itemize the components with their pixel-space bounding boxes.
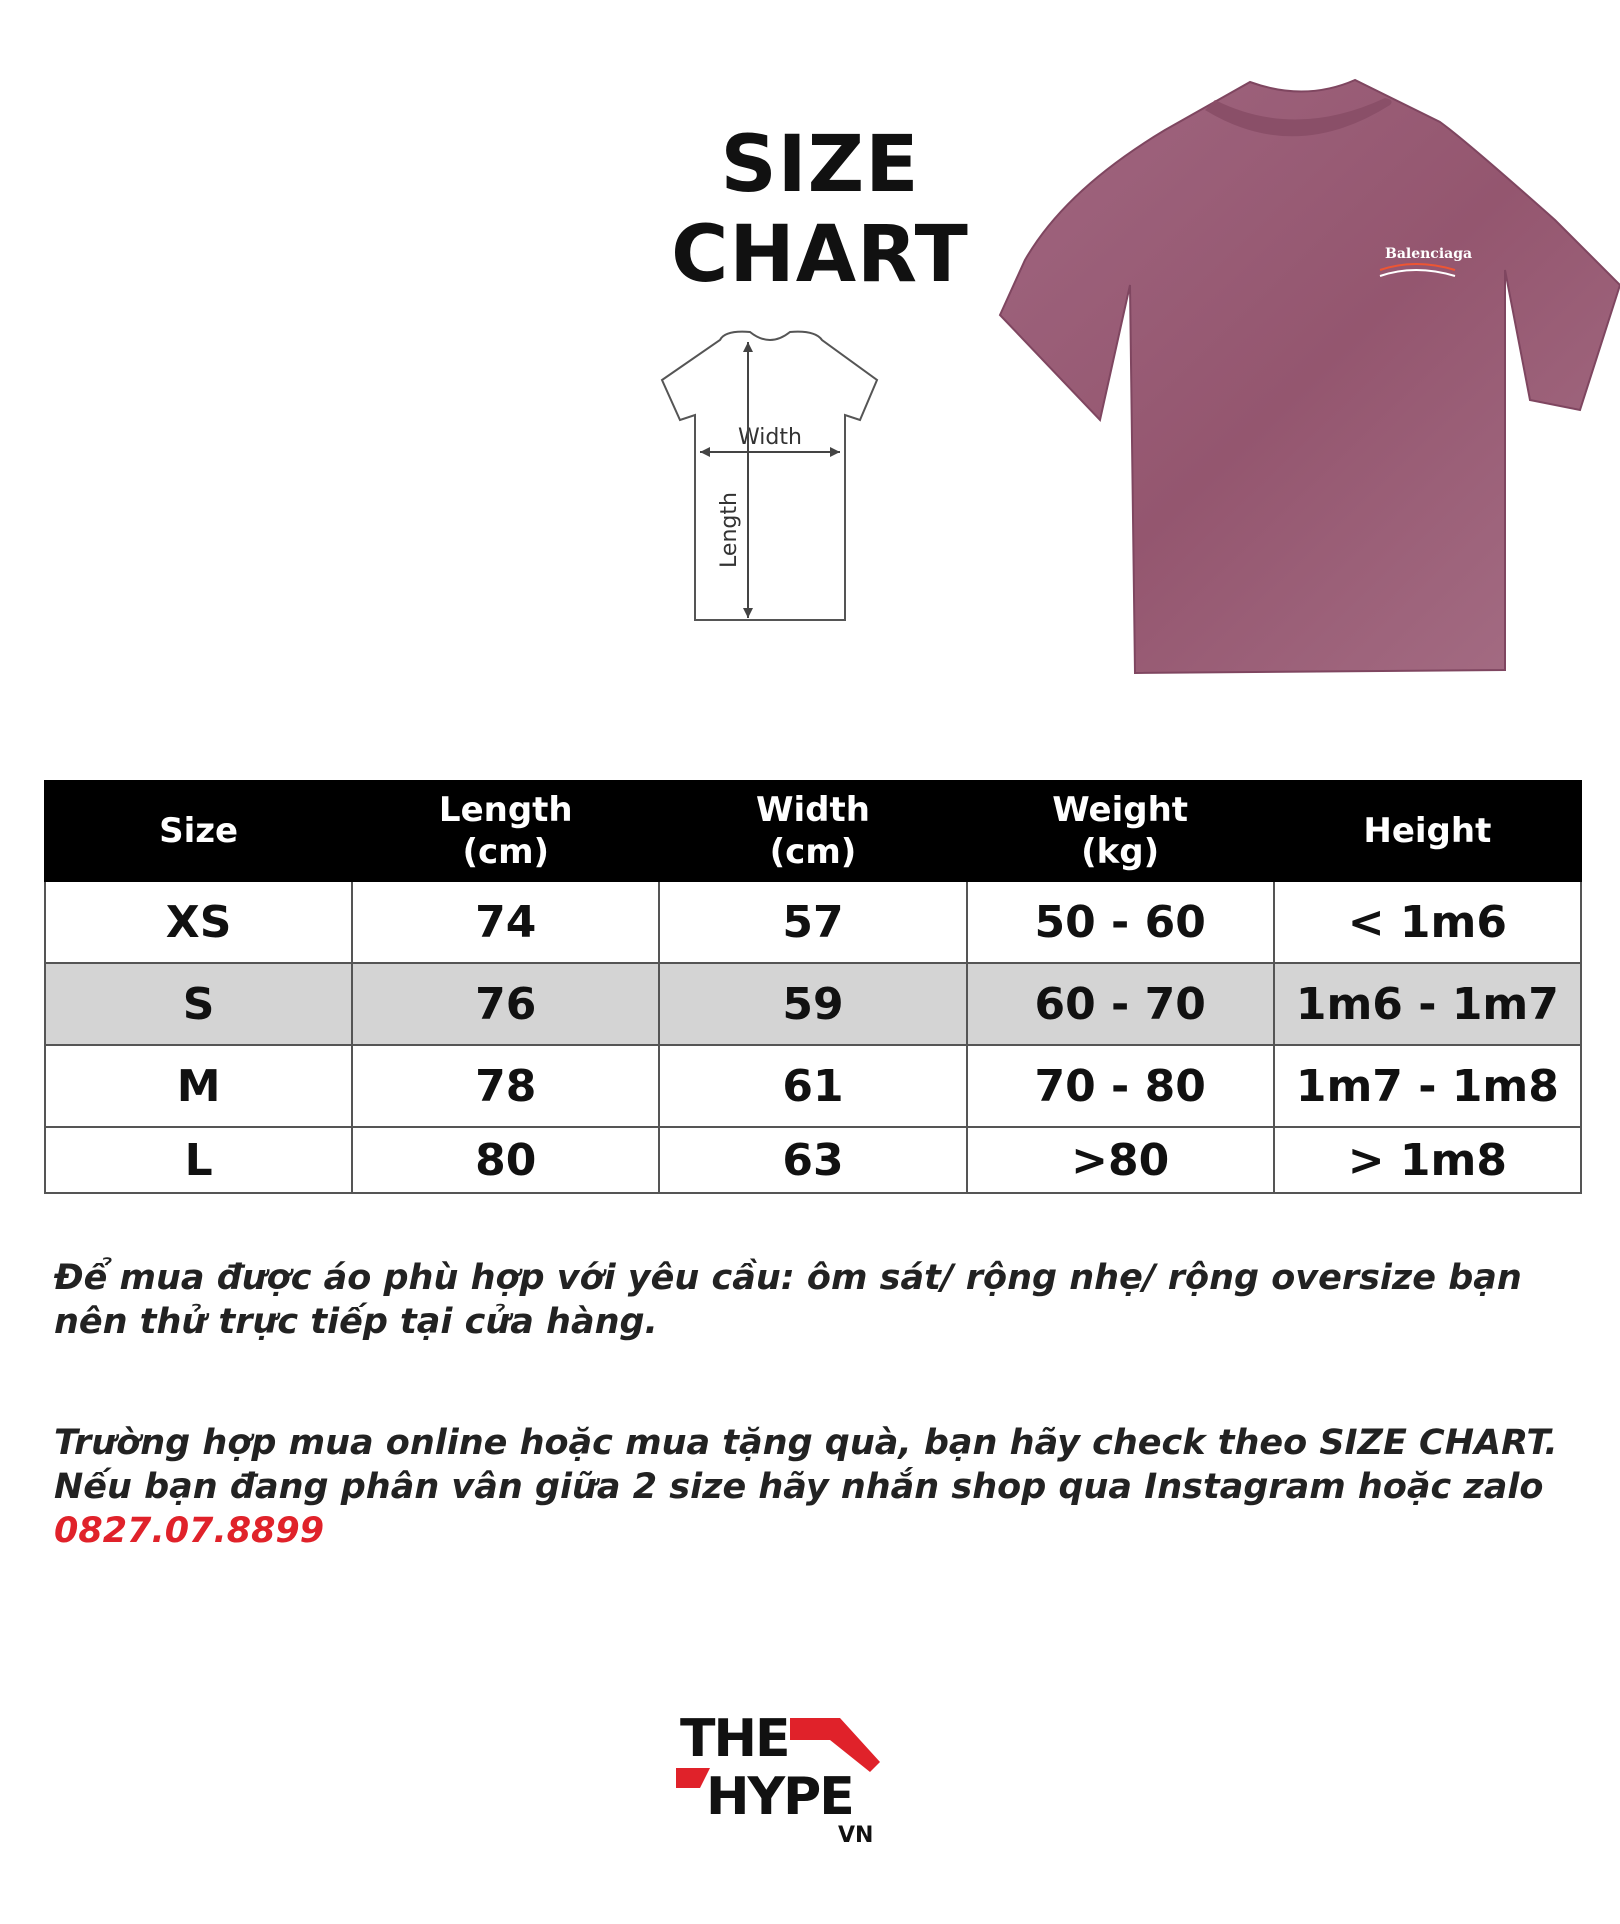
online-note-line1: Trường hợp mua online hoặc mua tặng quà, bạn hãy check theo SIZE CHART. xyxy=(54,1423,1558,1463)
cell-height: < 1m6 xyxy=(1274,881,1581,963)
logo-line-the: THE xyxy=(680,1710,789,1769)
cell-height: > 1m8 xyxy=(1274,1127,1581,1193)
cell-width: 57 xyxy=(659,881,966,963)
cell-width: 63 xyxy=(659,1127,966,1193)
cell-length: 80 xyxy=(352,1127,659,1193)
page-title: SIZE CHART xyxy=(671,120,969,300)
cell-size: S xyxy=(45,963,352,1045)
brand-print: Balenciaga xyxy=(1385,246,1473,262)
cell-weight: 70 - 80 xyxy=(967,1045,1274,1127)
cell-size: M xyxy=(45,1045,352,1127)
cell-length: 78 xyxy=(352,1045,659,1127)
logo-line-hype: HYPE xyxy=(706,1767,853,1827)
table-header-row xyxy=(45,781,1581,881)
tshirt-body xyxy=(1000,80,1620,673)
fitting-note: Để mua được áo phù hợp với yêu cầu: ôm sát/ rộng nhẹ/ rộng oversize bạn nên thử trực tiếp tại cửa hàng. xyxy=(54,1258,1522,1342)
cell-height: 1m6 - 1m7 xyxy=(1274,963,1581,1045)
logo-line-vn: VN xyxy=(838,1823,874,1848)
cell-size: XS xyxy=(45,881,352,963)
cell-weight: >80 xyxy=(967,1127,1274,1193)
tshirt-outline xyxy=(662,332,877,620)
cell-width: 59 xyxy=(659,963,966,1045)
cell-weight: 50 - 60 xyxy=(967,881,1274,963)
table-row xyxy=(45,963,1581,1045)
phone-number[interactable]: 0827.07.8899 xyxy=(54,1511,325,1551)
logo-red-slash xyxy=(790,1718,880,1772)
length-label: Length xyxy=(717,492,742,568)
table-row xyxy=(45,1045,1581,1127)
size-chart-table xyxy=(44,780,1582,1194)
cell-weight: 60 - 70 xyxy=(967,963,1274,1045)
cell-height: 1m7 - 1m8 xyxy=(1274,1045,1581,1127)
header-height: Height xyxy=(1274,781,1581,881)
cell-size: L xyxy=(45,1127,352,1193)
measurement-diagram xyxy=(640,320,980,630)
online-note-line2: Nếu bạn đang phân vân giữa 2 size hãy nhắn shop qua Instagram hoặc zalo xyxy=(54,1467,1544,1507)
header-size: Size xyxy=(45,781,352,881)
thehype-logo xyxy=(670,1710,910,1860)
online-order-note xyxy=(54,1421,1594,1553)
header-width: Width (cm) xyxy=(659,781,966,881)
cell-length: 74 xyxy=(352,881,659,963)
cell-length: 76 xyxy=(352,963,659,1045)
table-row xyxy=(45,881,1581,963)
header-weight: Weight (kg) xyxy=(967,781,1274,881)
width-label: Width xyxy=(738,425,802,450)
header-length: Length (cm) xyxy=(352,781,659,881)
table-row xyxy=(45,1127,1581,1193)
cell-width: 61 xyxy=(659,1045,966,1127)
product-tshirt-image xyxy=(995,70,1620,680)
